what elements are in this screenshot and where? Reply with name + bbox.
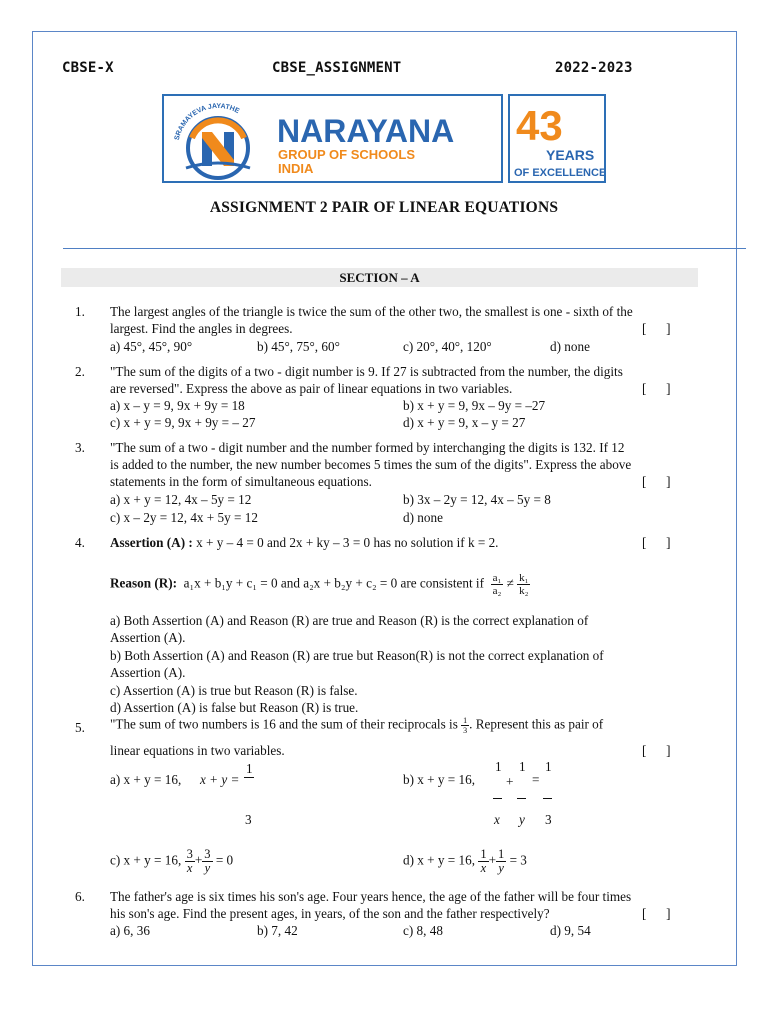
q5-number: 5. bbox=[75, 720, 85, 735]
q5-option-b-eq: = bbox=[532, 772, 540, 787]
q2-number: 2. bbox=[75, 364, 85, 379]
q5-option-b-plus: + bbox=[506, 774, 514, 789]
q6-option-d[interactable]: d) 9, 54 bbox=[550, 923, 591, 938]
q5-option-b-bar3 bbox=[543, 798, 552, 799]
q1-option-d[interactable]: d) none bbox=[550, 339, 590, 354]
header-assignment: CBSE_ASSIGNMENT bbox=[272, 60, 402, 76]
q1-option-b[interactable]: b) 45°, 75°, 60° bbox=[257, 339, 340, 354]
q2-line2: are reversed". Express the above as pair of linear equations in two variables. bbox=[110, 381, 513, 396]
q2-option-a[interactable]: a) x – y = 9, 9x + 9y = 18 bbox=[110, 398, 245, 413]
q5-option-b-bar2 bbox=[517, 798, 526, 799]
years-badge bbox=[508, 94, 606, 183]
svg-text:INDIA: INDIA bbox=[278, 161, 314, 176]
q3-number: 3. bbox=[75, 440, 85, 455]
svg-text:43: 43 bbox=[516, 102, 563, 149]
q1-option-a[interactable]: a) 45°, 45°, 90° bbox=[110, 339, 193, 354]
q1-number: 1. bbox=[75, 304, 85, 319]
q4-option-b-line2: Assertion (A). bbox=[110, 665, 186, 680]
q3-line1: "The sum of a two - digit number and the number formed by interchanging the digits is 132. If 12 bbox=[110, 440, 625, 455]
q4-option-d[interactable]: d) Assertion (A) is false but Reason (R) is true. bbox=[110, 700, 359, 715]
svg-text:YEARS: YEARS bbox=[546, 147, 595, 163]
q1-answer-bracket[interactable]: [ ] bbox=[642, 321, 671, 336]
q5-option-b-three: 3 bbox=[545, 812, 552, 827]
q2-answer-bracket[interactable]: [ ] bbox=[642, 381, 671, 396]
section-heading: SECTION – A bbox=[61, 268, 698, 287]
q5-answer-bracket[interactable]: [ ] bbox=[642, 743, 671, 758]
q6-option-b[interactable]: b) 7, 42 bbox=[257, 923, 298, 938]
q1-line1: The largest angles of the triangle is twice the sum of the other two, the smallest is one - sixth of the bbox=[110, 304, 633, 319]
q5-option-b[interactable]: b) x + y = 16, bbox=[403, 772, 476, 787]
q3-line3: statements in the form of simultaneous equations. bbox=[110, 474, 372, 489]
q2-option-d[interactable]: d) x + y = 9, x – y = 27 bbox=[403, 415, 526, 430]
title-divider bbox=[63, 248, 746, 249]
q4-option-c[interactable]: c) Assertion (A) is true but Reason (R) is false. bbox=[110, 683, 358, 698]
q3-option-a[interactable]: a) x + y = 12, 4x – 5y = 12 bbox=[110, 492, 252, 507]
q5-option-a-bar bbox=[244, 777, 254, 778]
q5-option-d[interactable]: d) x + y = 16, $\frac{1}{x}$ + $\frac{1}{y}$ = 3 bbox=[403, 847, 527, 875]
q6-answer-bracket[interactable]: [ ] bbox=[642, 906, 671, 921]
q3-option-c[interactable]: c) x – 2y = 12, 4x + 5y = 12 bbox=[110, 510, 258, 525]
q6-option-c[interactable]: c) 8, 48 bbox=[403, 923, 443, 938]
q2-option-b[interactable]: b) x + y = 9, 9x – 9y = –27 bbox=[403, 398, 546, 413]
q4-fraction-a: $\frac{\text{a₁}}{\text{a₂}}$ bbox=[492, 572, 502, 597]
q3-line2: is added to the number, the new number becomes 5 times the sum of the digits". Express the above bbox=[110, 457, 632, 472]
q2-line1: "The sum of the digits of a two - digit number is 9. If 27 is subtracted from the number, the digits bbox=[110, 364, 623, 379]
svg-text:NARAYANA: NARAYANA bbox=[277, 113, 455, 149]
q4-number: 4. bbox=[75, 535, 85, 550]
header-year: 2022-2023 bbox=[555, 60, 633, 76]
svg-text:OF EXCELLENCE: OF EXCELLENCE bbox=[514, 167, 604, 179]
q5-option-a-eq: x + y = bbox=[200, 772, 240, 787]
q5-line2: linear equations in two variables. bbox=[110, 743, 285, 758]
q4-fraction-k: $\frac{\text{k₁}}{\text{k₂}}$ bbox=[519, 572, 529, 597]
q5-option-b-one-2: 1 bbox=[519, 759, 526, 774]
q5-option-b-one-3: 1 bbox=[545, 759, 552, 774]
q6-option-a[interactable]: a) 6, 36 bbox=[110, 923, 150, 938]
q5-option-c[interactable]: c) x + y = 16, $\frac{3}{x}$ + $\frac{3}{y}$ = 0 bbox=[110, 847, 234, 875]
q4-option-a-line1[interactable]: a) Both Assertion (A) and Reason (R) are true and Reason (R) is the correct explanation of bbox=[110, 613, 589, 628]
narayana-logo bbox=[162, 94, 503, 183]
q4-option-a-line2: Assertion (A). bbox=[110, 630, 186, 645]
q4-reason: Reason (R): a₁x + b₁y + c₁ = 0 and a₂x + b₂y + c₂ = 0 are consistent if $\frac{\text{a₁}}{\text{a₂}}$ ≠ $\frac{\text{k₁}}{\text{k₂}}$ bbox=[110, 572, 529, 597]
narayana-emblem-icon bbox=[164, 96, 501, 181]
header-class: CBSE-X bbox=[62, 60, 114, 76]
q4-assertion: Assertion (A) : x + y – 4 = 0 and 2x + ky – 3 = 0 has no solution if k = 2. bbox=[110, 535, 499, 550]
q5-option-a[interactable]: a) x + y = 16, bbox=[110, 772, 182, 787]
q1-line2: largest. Find the angles in degrees. bbox=[110, 321, 293, 336]
q4-answer-bracket[interactable]: [ ] bbox=[642, 535, 671, 550]
svg-text:GROUP OF SCHOOLS: GROUP OF SCHOOLS bbox=[278, 147, 415, 162]
q4-option-b-line1[interactable]: b) Both Assertion (A) and Reason (R) are true but Reason(R) is not the correct explanation of bbox=[110, 648, 604, 663]
q5-option-b-y: y bbox=[519, 812, 525, 827]
q5-option-a-one: 1 bbox=[246, 761, 253, 776]
q3-option-b[interactable]: b) 3x – 2y = 12, 4x – 5y = 8 bbox=[403, 492, 551, 507]
q5-option-b-bar1 bbox=[493, 798, 502, 799]
q5-line1: "The sum of two numbers is 16 and the sum of their reciprocals is $\frac{1}{3}$ . Represent this as pair of bbox=[110, 716, 604, 735]
q6-number: 6. bbox=[75, 889, 85, 904]
q3-answer-bracket[interactable]: [ ] bbox=[642, 474, 671, 489]
q6-line2: his son's age. Find the present ages, in years, of the son and the father respectively? bbox=[110, 906, 550, 921]
assignment-title: ASSIGNMENT 2 PAIR OF LINEAR EQUATIONS bbox=[209, 199, 559, 216]
q5-option-b-x: x bbox=[494, 812, 500, 827]
q5-option-b-one-1: 1 bbox=[495, 759, 502, 774]
q1-option-c[interactable]: c) 20°, 40°, 120° bbox=[403, 339, 492, 354]
q3-option-d[interactable]: d) none bbox=[403, 510, 443, 525]
svg-text:SRAMAYEVA JAYATHE: SRAMAYEVA JAYATHE bbox=[173, 102, 241, 142]
q2-option-c[interactable]: c) x + y = 9, 9x + 9y = – 27 bbox=[110, 415, 256, 430]
q5-option-a-three: 3 bbox=[245, 812, 252, 827]
q6-line1: The father's age is six times his son's age. Four years hence, the age of the father will be four times bbox=[110, 889, 632, 904]
